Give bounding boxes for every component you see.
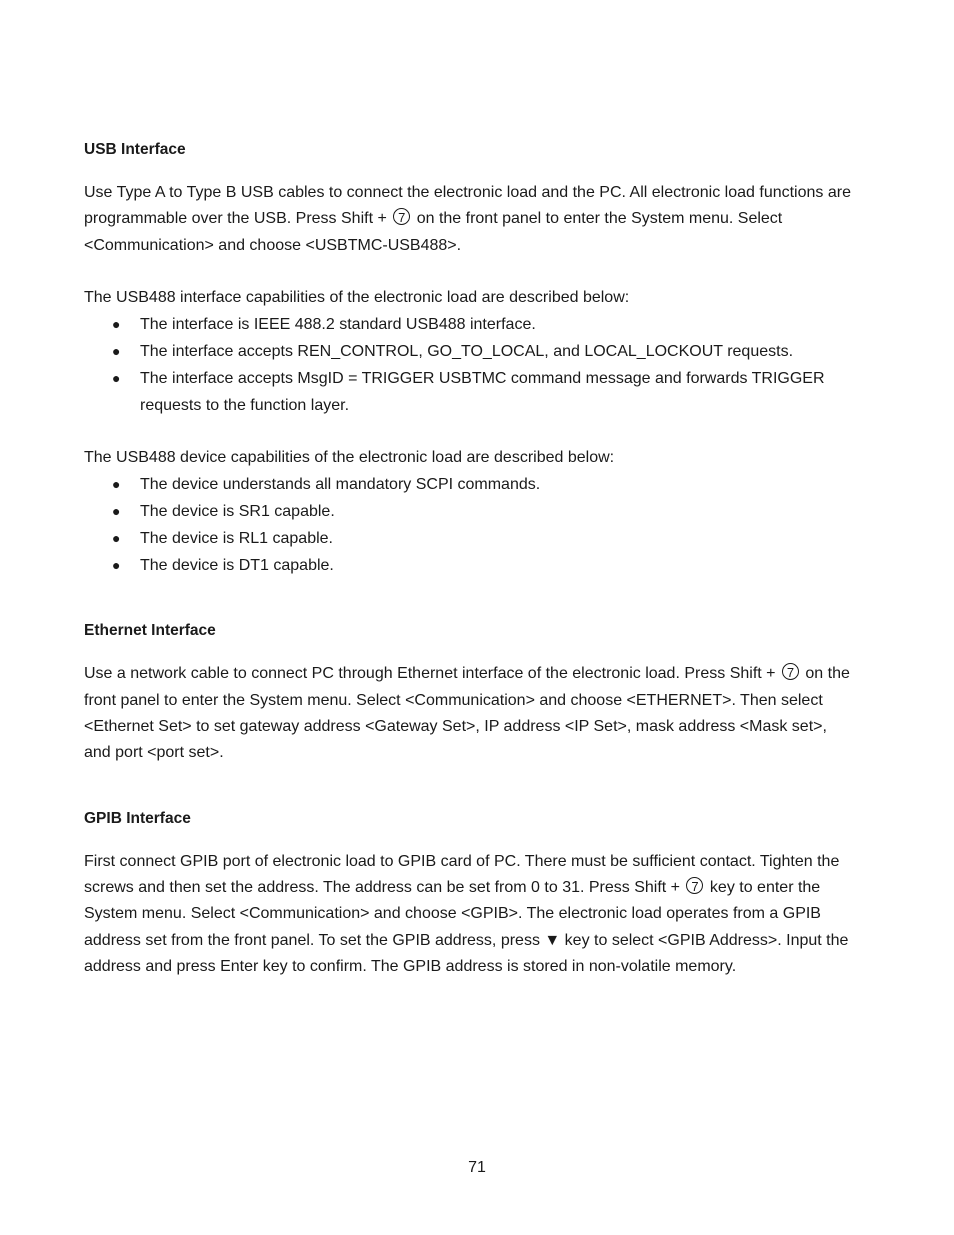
ethernet-section	[84, 619, 854, 766]
key-7-circled-icon: 7	[686, 877, 703, 894]
list-item	[84, 552, 854, 579]
list-item	[84, 311, 854, 338]
usb-text-b: on the front panel to enter the System menu. Select <Communication> and choose <USBTMC-USB488>.	[84, 210, 783, 254]
gpib-text-a: First connect GPIB port of electronic load to GPIB card of PC. There must be sufficient contact. Tighten the screws and then set the address. The address can be set from 0 to 31. Press Shift +	[84, 852, 840, 896]
usb-device-intro: The USB488 device capabilities of the electronic load are described below:	[84, 449, 615, 467]
ethernet-text-a: Use a network cable to connect PC through Ethernet interface of the electronic load. Press Shift +	[84, 665, 780, 683]
bullet-icon: ●	[112, 343, 121, 360]
bullet-icon: ●	[112, 370, 121, 387]
bullet-icon: ●	[112, 503, 121, 520]
page-content	[84, 138, 854, 980]
gpib-text-b: key to enter the System menu. Select <Communication> and choose <GPIB>. The electronic load operates from a GPIB address set from the front panel. To set the GPIB address, press	[84, 878, 821, 949]
list-item-text: The device is SR1 capable.	[140, 503, 335, 521]
ethernet-heading: Ethernet Interface	[84, 622, 216, 640]
usb-paragraph	[84, 180, 854, 259]
down-arrow-icon: ▼	[544, 931, 561, 949]
bullet-icon: ●	[112, 476, 121, 493]
list-item	[84, 471, 854, 498]
list-item-text: The interface accepts MsgID = TRIGGER USBTMC command message and forwards TRIGGER requests to the function layer.	[140, 370, 825, 415]
usb-heading: USB Interface	[84, 141, 186, 158]
list-item-text: The device understands all mandatory SCPI commands.	[140, 476, 541, 494]
usb-interface-list	[84, 311, 854, 419]
usb-device-list	[84, 471, 854, 579]
key-7-circled-icon: 7	[782, 663, 799, 680]
list-item-text: The device is RL1 capable.	[140, 530, 333, 548]
list-item-text: The interface is IEEE 488.2 standard USB488 interface.	[140, 316, 536, 334]
bullet-icon: ●	[112, 530, 121, 547]
key-7-circled-icon: 7	[393, 208, 410, 225]
list-item-text: The device is DT1 capable.	[140, 557, 334, 575]
list-item	[84, 338, 854, 365]
usb-interface-intro: The USB488 interface capabilities of the electronic load are described below:	[84, 288, 630, 306]
gpib-heading: GPIB Interface	[84, 809, 191, 827]
bullet-icon: ●	[112, 316, 121, 333]
list-item	[84, 498, 854, 525]
gpib-paragraph	[84, 849, 854, 980]
page-number: 71	[468, 1159, 486, 1176]
list-item	[84, 525, 854, 552]
gpib-text-c: key to select <GPIB Address>. Input the address and press Enter key to confirm. The GPIB address is stored in non-volatile memory.	[84, 931, 849, 975]
usb-section	[84, 138, 854, 579]
bullet-icon: ●	[112, 557, 121, 574]
ethernet-text-b: on the front panel to enter the System menu. Select <Communication> and choose <ETHERNET>. Then select <Ethernet Set> to set gateway address <Gateway Set>, IP address <IP Set>, mask address <Mask set>, and port <port set>.	[84, 665, 850, 762]
list-item	[84, 365, 854, 419]
ethernet-paragraph	[84, 661, 854, 766]
usb-text-a: Use Type A to Type B USB cables to connect the electronic load and the PC. All electronic load functions are programmable over the USB. Press Shift +	[84, 184, 851, 228]
list-item-text: The interface accepts REN_CONTROL, GO_TO_LOCAL, and LOCAL_LOCKOUT requests.	[140, 343, 794, 361]
gpib-section	[84, 807, 854, 980]
